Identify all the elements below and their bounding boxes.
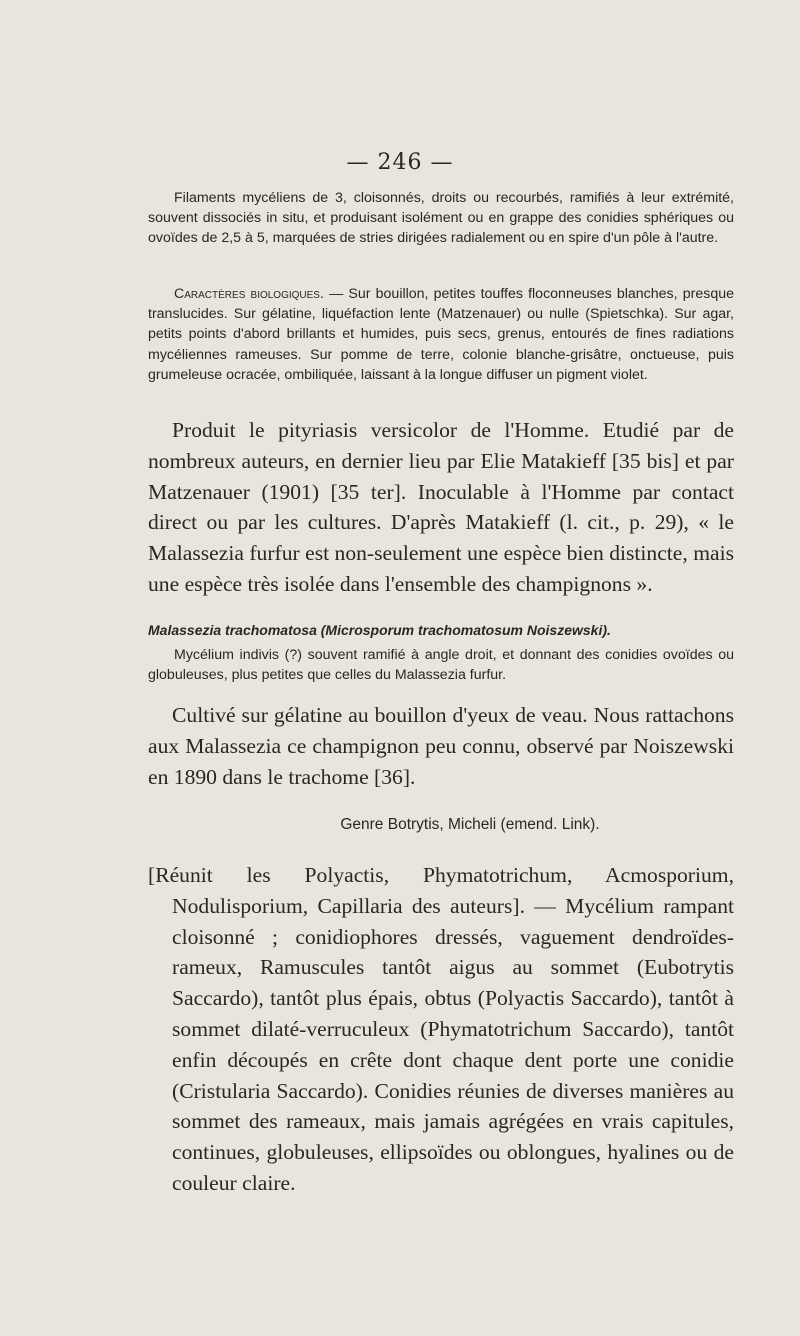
genre-heading bbox=[0, 816, 800, 834]
paragraph-biological-text: — Sur bouillon, petites touffes floconneuses blanches, presque translucides. Sur gélatine, liquéfaction lente (Matzenauer) ou nulle (Spietschka). Sur agar, petits points d'abord brillants et humides, puis secs, grenus, entourés de fines radiations mycéliennes rameuses. Sur pomme de terre, colonie blanche-grisâtre, onctueuse, puis grumeleuse ocracée, ombiliquée, laissant à la longue diffuser un pigment violet. bbox=[148, 286, 734, 383]
paragraph-culture bbox=[148, 700, 734, 792]
paragraph-biological-characters bbox=[148, 284, 734, 385]
page-number: — 246 — bbox=[346, 150, 454, 175]
paragraph-filaments-text: Filaments mycéliens de 3, cloisonnés, droits ou recourbés, ramifiés à leur extrémité, souvent dissociés in situ, et produisant isolément ou en grappe des conidies sphériques ou ovoïdes de 2,5 à 5, marquées de stries dirigées radialement ou en spire d'un pôle à l'autre. bbox=[148, 190, 734, 247]
species-title: Malassezia trachomatosa (Microsporum trachomatosum Noiszewski). bbox=[148, 622, 611, 638]
paragraph-lead: Caractères biologiques. bbox=[174, 286, 324, 302]
paragraph-filaments bbox=[148, 188, 734, 249]
genre-title: Genre Botrytis, Micheli (emend. Link). bbox=[340, 816, 600, 833]
paragraph-pityriasis bbox=[148, 415, 734, 600]
paragraph-pityriasis-text: Produit le pityriasis versicolor de l'Homme. Etudié par de nombreux auteurs, en dernier lieu par Elie Matakieff [35 bis] et par Matzenauer (1901) [35 ter]. Inoculable à l'Homme par contact direct ou par les cultures. D'après Matakieff (l. cit., p. 29), « le Malassezia furfur est non-seulement une espèce bien distincte, mais une espèce très isolée dans l'ensemble des champignons ». bbox=[148, 418, 734, 596]
paragraph-botrytis bbox=[148, 860, 734, 1199]
paragraph-culture-text: Cultivé sur gélatine au bouillon d'yeux de veau. Nous rattachons aux Malassezia ce champignon peu connu, observé par Noiszewski en 1890 dans le trachome [36]. bbox=[148, 703, 734, 789]
paragraph-mycelium-text: Mycélium indivis (?) souvent ramifié à angle droit, et donnant des conidies ovoïdes ou globuleuses, plus petites que celles du Malassezia furfur. bbox=[148, 647, 734, 684]
paragraph-botrytis-text: [Réunit les Polyactis, Phymatotrichum, Acmosporium, Nodulisporium, Capillaria des auteurs]. — Mycélium rampant cloisonné ; conidiophores dressés, vaguement dendroïdes-rameux, Ramuscules tantôt aigus au sommet (Eubotrytis Saccardo), tantôt plus épais, obtus (Polyactis Saccardo), tantôt à sommet dilaté-verruculeux (Phymatotrichum Saccardo), tantôt enfin découpés en crête dont chaque dent porte une conidie (Cristularia Saccardo). Conidies réunies de diverses manières au sommet des rameaux, mais jamais agrégées en vrais capitules, continues, globuleuses, ellipsoïdes ou oblongues, hyalines ou de couleur claire. bbox=[148, 863, 734, 1195]
paragraph-mycelium bbox=[148, 645, 734, 685]
species-heading bbox=[148, 622, 734, 638]
